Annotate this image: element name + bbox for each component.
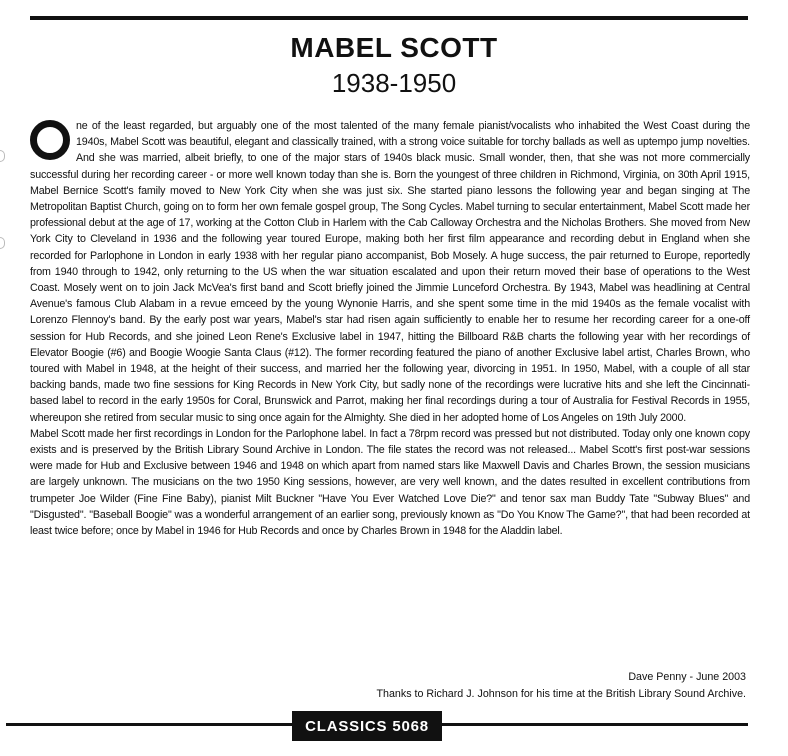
paragraph-1-text: ne of the least regarded, but arguably one of the most talented of the many female pianist/vocalists who inhabited the West Coast during the 1940s, Mabel Scott was beautiful, elegant and classically trained, with a strong voice suitable for torchy ballads as well as uptempo jump novelties. And she was married, albeit briefly, to one of the major stars of 1940s black music. Small wonder, then, that she was not more commercially successful during her recording career - or more well known today than she is. Born the youngest of three children in Richmond, Virginia, on 30th April 1915, Mabel Bernice Scott's family moved to New York City when she was just six. She started piano lessons the following year and began singing at The Metropolitan Baptist Church, going on to form her own female gospel group, The Song Cycles. Mabel turning to secular entertainment, Mabel Scott made her professional debut at the age of 17, working at the Cotton Club in Harlem with the Cab Calloway Orchestra and the Nicholas Brothers. She moved from New York City to Cleveland in 1936 and the following year toured Europe, making both her first film appearance and recording debut in England when she recorded for Parlophone in London in early 1938 with her regular piano accompanist, Bob Mosely. A huge success, the pair returned to Europe, reportedly from 1940 through to 1942, only returning to the US when the war situation escalated and upon their return moved their base of operations to the West Coast. Mosely went on to join Jack McVea's first band and Scott briefly joined the Jimmie Lunceford Orchestra. By 1943, Mabel was headlining at Central Avenue's famous Club Alabam in a revue emceed by the young Wynonie Harris, and she spent some time in the mid 1940s as the female vocalist with Lorenzo Flennoy's band. By the early post war years, Mabel's star had risen again sufficiently to enable her to resume her recording career for a one-off session for Hub Records, and she joined Leon Rene's Exclusive label in 1947, hitting the Billboard R&B charts the following year with her recordings of Elevator Boogie (#6) and Boogie Woogie Santa Claus (#12). The former recording featured the piano of another Exclusive label artist, Charles Brown, who toured with Mabel in 1948, at the height of their success, and married her the following year, divorcing in 1951. In 1950, Mabel, with a couple of all star backing bands, made two fine sessions for King Records in New York City, but sadly none of the recordings were lucrative hits and she left the Cincinnati-based label to record in the early 1950s for Coral, Brunswick and Parrot, making her final recordings during a tour of Australia for Festival Records in 1955, whereupon she retired from secular music to sing once again for the Almighty. She died in her adopted home of Los Angeles on 19th July 2000.: [30, 120, 750, 424]
dropcap-o: [30, 120, 70, 160]
catalog-badge: CLASSICS 5068: [292, 711, 442, 741]
liner-notes: [30, 118, 750, 539]
artist-title: MABEL SCOTT: [290, 32, 498, 63]
paragraph-2: Mabel Scott made her first recordings in London for the Parlophone label. In fact a 78rpm record was pressed but not distributed. Today only one known copy exists and is preserved by the British Library Sound Archive in London. The file states the record was not released... Mabel Scott's first post-war sessions were made for Hub and Exclusive between 1946 and 1948 on which apart from named stars like Maxwell Davis and Charles Brown, the session musicians are largely unknown. The musicians on the two 1950 King sessions, however, are very well known, and the dates resulted in excellent contributions from trumpeter Joe Wilder (Fine Fine Baby), pianist Milt Buckner "Have You Ever Watched Love Die?" and tenor sax man Buddy Tate "Subway Blues" and "Disgusted". "Baseball Boogie" was a wonderful arrangement of an earlier song, previously known as "Do You Know The Game?", that had been recorded at least twice before; once by Mabel in 1946 for Hub Records and once by Charles Brown in 1948 for the Aladdin label.: [30, 427, 750, 538]
binder-hole-decoration: [0, 237, 5, 249]
author-credit: Dave Penny - June 2003: [628, 671, 746, 683]
top-rule: [30, 16, 748, 20]
thanks-note: Thanks to Richard J. Johnson for his time at the British Library Sound Archive.: [376, 688, 746, 700]
binder-hole-decoration: [0, 150, 5, 162]
years-subtitle: 1938-1950: [331, 68, 457, 98]
paragraph-1: [30, 118, 750, 426]
